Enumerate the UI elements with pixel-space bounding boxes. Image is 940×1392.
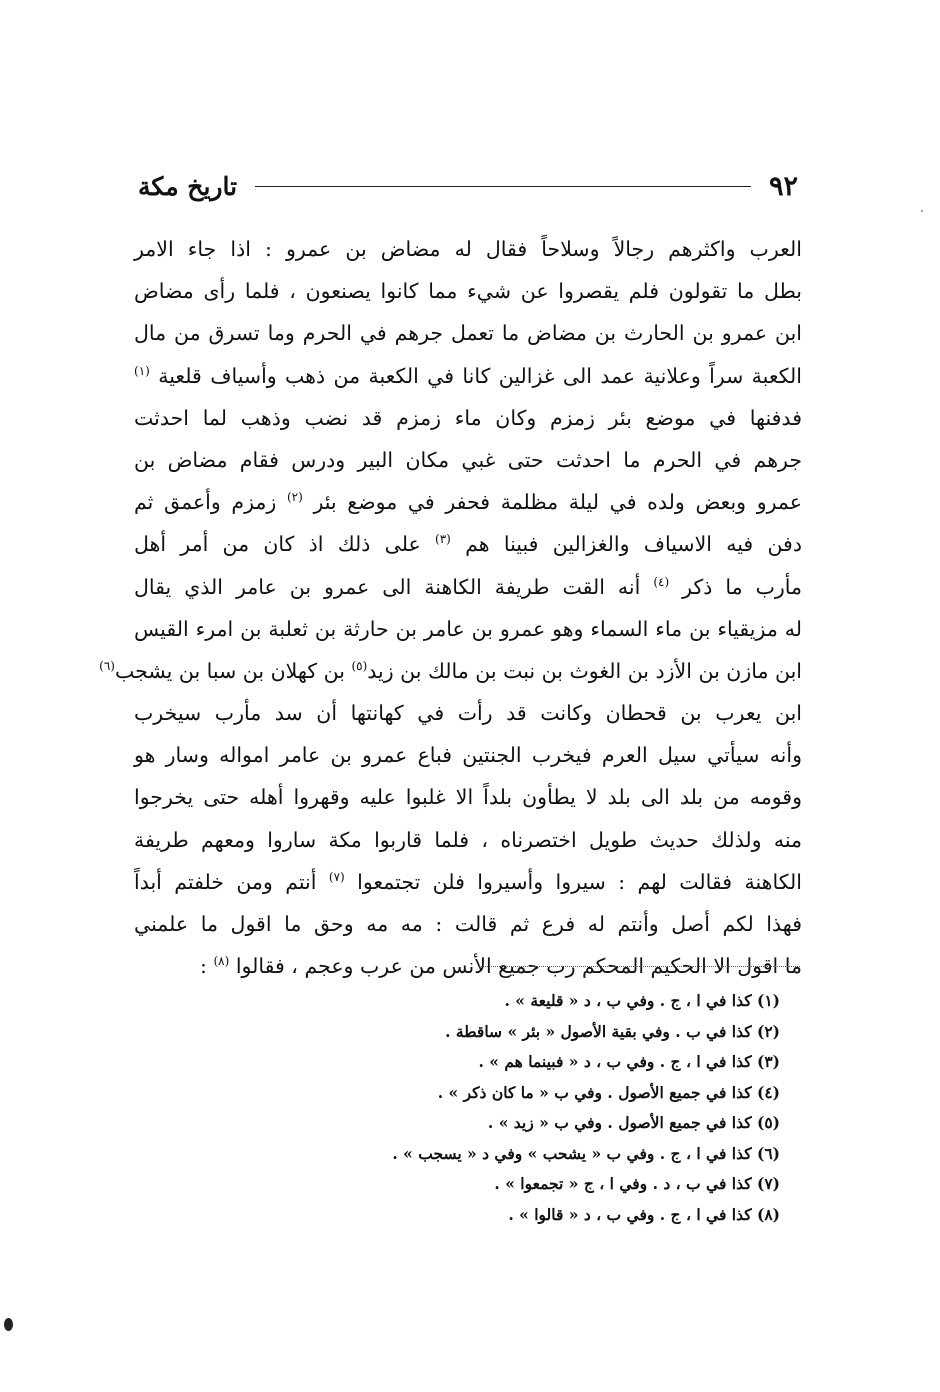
footnote-marker: (٦) xyxy=(99,659,115,674)
footnote-item: (٦) كذا في ا ، ج . وفي ب « يشحب » وفي د « يسجب » . xyxy=(392,1143,780,1163)
footnote-item: (٥) كذا في جميع الأصول . وفي ب « زيد » . xyxy=(487,1113,780,1132)
header-rule xyxy=(255,186,751,187)
text-line: وقومه من بلد الى بلد لا يطأون بلداً الا غلبوا عليه وقهروا أهله حتى يخرجوا xyxy=(134,785,802,810)
text-line: ابن يعرب بن قحطان وكانت قد رأت في كهانتها أن سد مأرب سيخرب xyxy=(134,701,802,726)
text-line: وأنه سيأتي سيل العرم فيخرب الجنتين فباع عمرو بن عامر امواله وسار هو xyxy=(134,743,802,768)
footnote-separator xyxy=(478,966,800,967)
footnote-marker: (١) xyxy=(134,363,150,378)
footnote-item: (١) كذا في ا ، ج . وفي ب ، د « قليعة » . xyxy=(504,991,780,1010)
text-line: مأرب ما ذكر $^{(٤)}$ أنه القت طريفة الكاهنة الى عمرو بن عامر الذي يقال xyxy=(134,574,802,599)
main-text xyxy=(99,228,802,987)
text-line: الكعبة سراً وعلانية عمد الى غزالين كانا في الكعبة من ذهب وأسياف قلعية $^{(١)}$ xyxy=(134,363,802,388)
text-line: ابن عمرو بن الحارث بن مضاض ما تعمل جرهم في الحرم وما تسرق من مال xyxy=(134,321,802,346)
text-line: فدفنها في موضع بئر زمزم وكان ماء زمزم قد نضب وذهب لما احدثت xyxy=(134,405,802,430)
footnote-item: (٧) كذا في ب ، د . وفي ا ، ج « تجمعوا » . xyxy=(494,1174,780,1193)
footnote-marker: (٥) xyxy=(351,659,368,674)
text-line: فهذا لكم أصل وأنتم له فرع ثم قالت : مه مه وحق ما اقول ما علمني xyxy=(134,912,802,936)
footnote-item: (٣) كذا في ا ، ج . وفي ب ، د « فبينما هم » . xyxy=(478,1052,780,1071)
text-line: جرهم في الحرم ما احدثت حتى غبي مكان البير ودرس فقام مضاض بن xyxy=(134,447,802,472)
footnote-marker: (٨) xyxy=(213,954,230,969)
footnote-marker: (٧) xyxy=(328,869,345,884)
text-line: له مزيقياء بن ماء السماء وهو عمرو بن عامر بن حارثة بن ثعلبة بن امرء القيس xyxy=(134,616,802,641)
running-title: تاريخ مكة xyxy=(138,171,238,201)
footnote-marker: (٢) xyxy=(286,490,303,505)
page-header xyxy=(138,168,798,204)
scan-speck xyxy=(4,1318,13,1331)
text-line: ما اقول الا الحكيم المحكم رب جميع الأنس من عرب وعجم ، فقالوا $^{(٨)}$ : xyxy=(200,954,802,979)
text-line: عمرو وبعض ولده في ليلة مظلمة فحفر في موضع بئر $^{(٢)}$ زمزم وأعمق ثم xyxy=(134,490,802,515)
text-line: دفن فيه الاسياف والغزالين فبينا هم $^{(٣)}$ على ذلك اذ كان من أمر أهل xyxy=(134,532,802,557)
text-line: بطل ما تقولون فلم يقصروا عن شيء مما كانوا يصنعون ، فلما رأى مضاض xyxy=(134,279,802,304)
text-line: العرب واكثرهم رجالاً وسلاحاً فقال له مضاض بن عمرو : اذا جاء الامر xyxy=(134,237,802,261)
text-line: الكاهنة فقالت لهم : سيروا وأسيروا فلن تجتمعوا $^{(٧)}$ أنتم ومن خلفتم أبداً xyxy=(134,869,802,894)
footnotes xyxy=(320,986,780,1230)
scan-speck xyxy=(921,210,923,212)
text-line: منه ولذلك حديث طويل اختصرناه ، فلما قاربوا مكة ساروا ومعهم طريفة xyxy=(134,827,802,852)
footnote-item: (٤) كذا في جميع الأصول . وفي ب « ما كان ذكر » . xyxy=(437,1082,780,1102)
text-line: ابن مازن بن الأزد بن الغوث بن نبت بن مالك بن زيد$^{(٥)}$ بن كهلان بن سبا بن يشجب$^{(٦)}$ xyxy=(99,658,802,683)
footnote-item: (٨) كذا في ا ، ج . وفي ب ، د « قالوا » . xyxy=(508,1204,780,1224)
page-number: ٩٢ xyxy=(768,170,798,202)
footnote-marker: (٣) xyxy=(435,532,451,547)
footnote-item: (٢) كذا في ب . وفي بقية الأصول « بئر » ساقطة . xyxy=(445,1021,780,1041)
footnote-marker: (٤) xyxy=(653,574,670,589)
